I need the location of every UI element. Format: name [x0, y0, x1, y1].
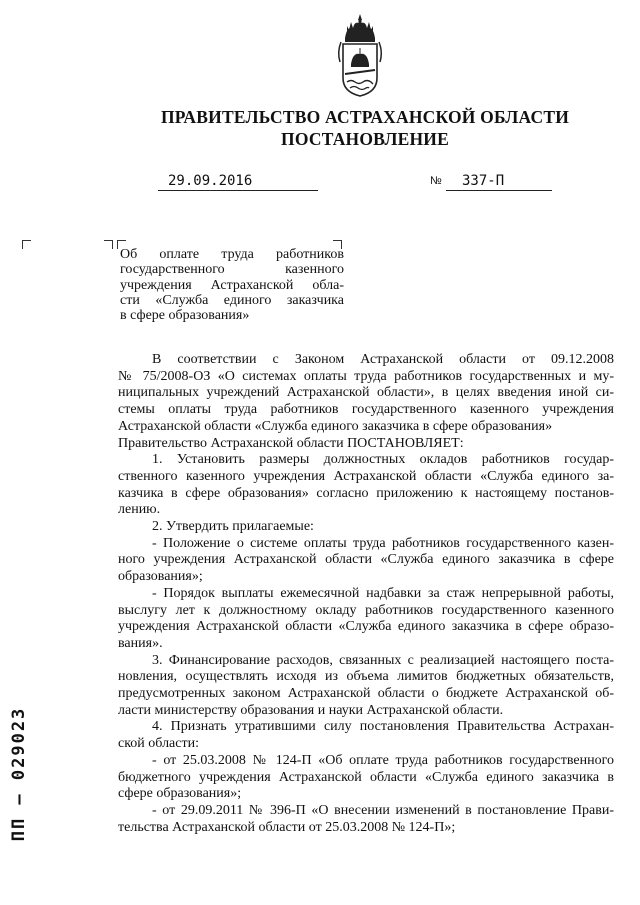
text-line: ской области: [118, 736, 199, 752]
text-line: 2. Утвердить прилагаемые: [152, 519, 314, 535]
paragraph-4 [118, 719, 614, 752]
text-line: 3. Финансирование расходов, связанных с реализацией настоящего поста- [152, 652, 614, 668]
text-line: ного учреждения Астраханской области «Служба единого заказчика в сфере [118, 552, 614, 568]
text-line: Правительство Астраханской области ПОСТАНОВЛЯЕТ: [118, 435, 464, 451]
text-line: ниципальных учреждений Астраханской области», в целях введения иной си- [118, 385, 614, 401]
text-line: ственного казенного учреждения Астраханской области «Служба единого за- [118, 468, 614, 484]
text-line: В соответствии с Законом Астраханской области от 09.12.2008 [152, 352, 614, 367]
subject-line: учреждения Астраханской обла- [120, 277, 344, 293]
document-date: 29.09.2016 [158, 172, 318, 191]
text-line: бюджетного учреждения Астраханской области «Служба единого заказчика в [118, 769, 614, 785]
document-number: 337-П [446, 172, 552, 191]
text-line: - Положение о системе оплаты труда работников государственного казен- [152, 535, 614, 551]
text-line: № 75/2008-ОЗ «О системах оплаты труда работников государственных и му- [118, 368, 614, 384]
corner-mark [22, 240, 31, 249]
text-line: Астраханской области «Служба единого заказчика в сфере образования» [118, 418, 553, 434]
corner-mark [104, 240, 113, 249]
text-line: казчика в сфере образования» согласно приложению к настоящему постанов- [118, 485, 614, 501]
government-header [0, 106, 640, 150]
text-line: учреждения Астраханской области «Служба единого заказчика в сфере образо- [118, 619, 614, 635]
text-line: 4. Признать утратившими силу постановления Правительства Астрахан- [152, 719, 614, 735]
text-line: выслугу лет к должностному окладу работников государственного казенного [118, 602, 614, 618]
text-line: сфере образования»; [118, 786, 242, 802]
paragraph-2 [118, 519, 614, 536]
government-name: ПРАВИТЕЛЬСТВО АСТРАХАНСКОЙ ОБЛАСТИ [160, 107, 570, 127]
paragraph-2b [118, 586, 614, 653]
subject-line: Об оплате труда работников [120, 247, 344, 262]
text-line: - Порядок выплаты ежемесячной надбавки за стаж непрерывной работы, [152, 585, 614, 601]
text-line: - от 29.09.2011 № 396-П «О внесении изменений в постановление Прави- [152, 802, 614, 818]
document-body [118, 352, 614, 836]
text-line: ласти министерству образования и науки Астраханской области. [118, 702, 504, 718]
text-line: 1. Установить размеры должностных окладов работников государ- [152, 452, 614, 468]
text-line: - от 25.03.2008 № 124-П «Об оплате труда работников государственного [152, 752, 614, 768]
stamp-number: ПП – 029023 [9, 706, 29, 842]
preamble-paragraph [118, 352, 614, 452]
number-sign: № [430, 175, 442, 187]
text-line: тельства Астраханской области от 25.03.2008 № 124-П»; [118, 819, 456, 835]
paragraph-1 [118, 452, 614, 519]
document-type: ПОСТАНОВЛЕНИЕ [281, 129, 449, 149]
text-line: образования»; [118, 569, 203, 585]
document-subject [120, 247, 344, 323]
registration-stamp [4, 690, 34, 858]
text-line: вания». [118, 635, 163, 651]
subject-line: в сфере образования» [120, 308, 250, 324]
paragraph-3 [118, 653, 614, 720]
paragraph-4b [118, 803, 614, 836]
subject-line: государственного казенного [120, 262, 344, 278]
paragraph-4a [118, 753, 614, 803]
coat-of-arms-emblem [331, 12, 389, 98]
text-line: лению. [118, 502, 161, 518]
text-line: новления, осуществлять исходя из объема лимитов бюджетных обязательств, [118, 669, 614, 685]
text-line: предусмотренных законом Астраханской области о бюджете Астраханской об- [118, 686, 614, 702]
subject-line: сти «Служба единого заказчика [120, 292, 344, 308]
text-line: стемы оплаты труда работников государственного казенного учреждения [118, 402, 614, 418]
paragraph-2a [118, 536, 614, 586]
